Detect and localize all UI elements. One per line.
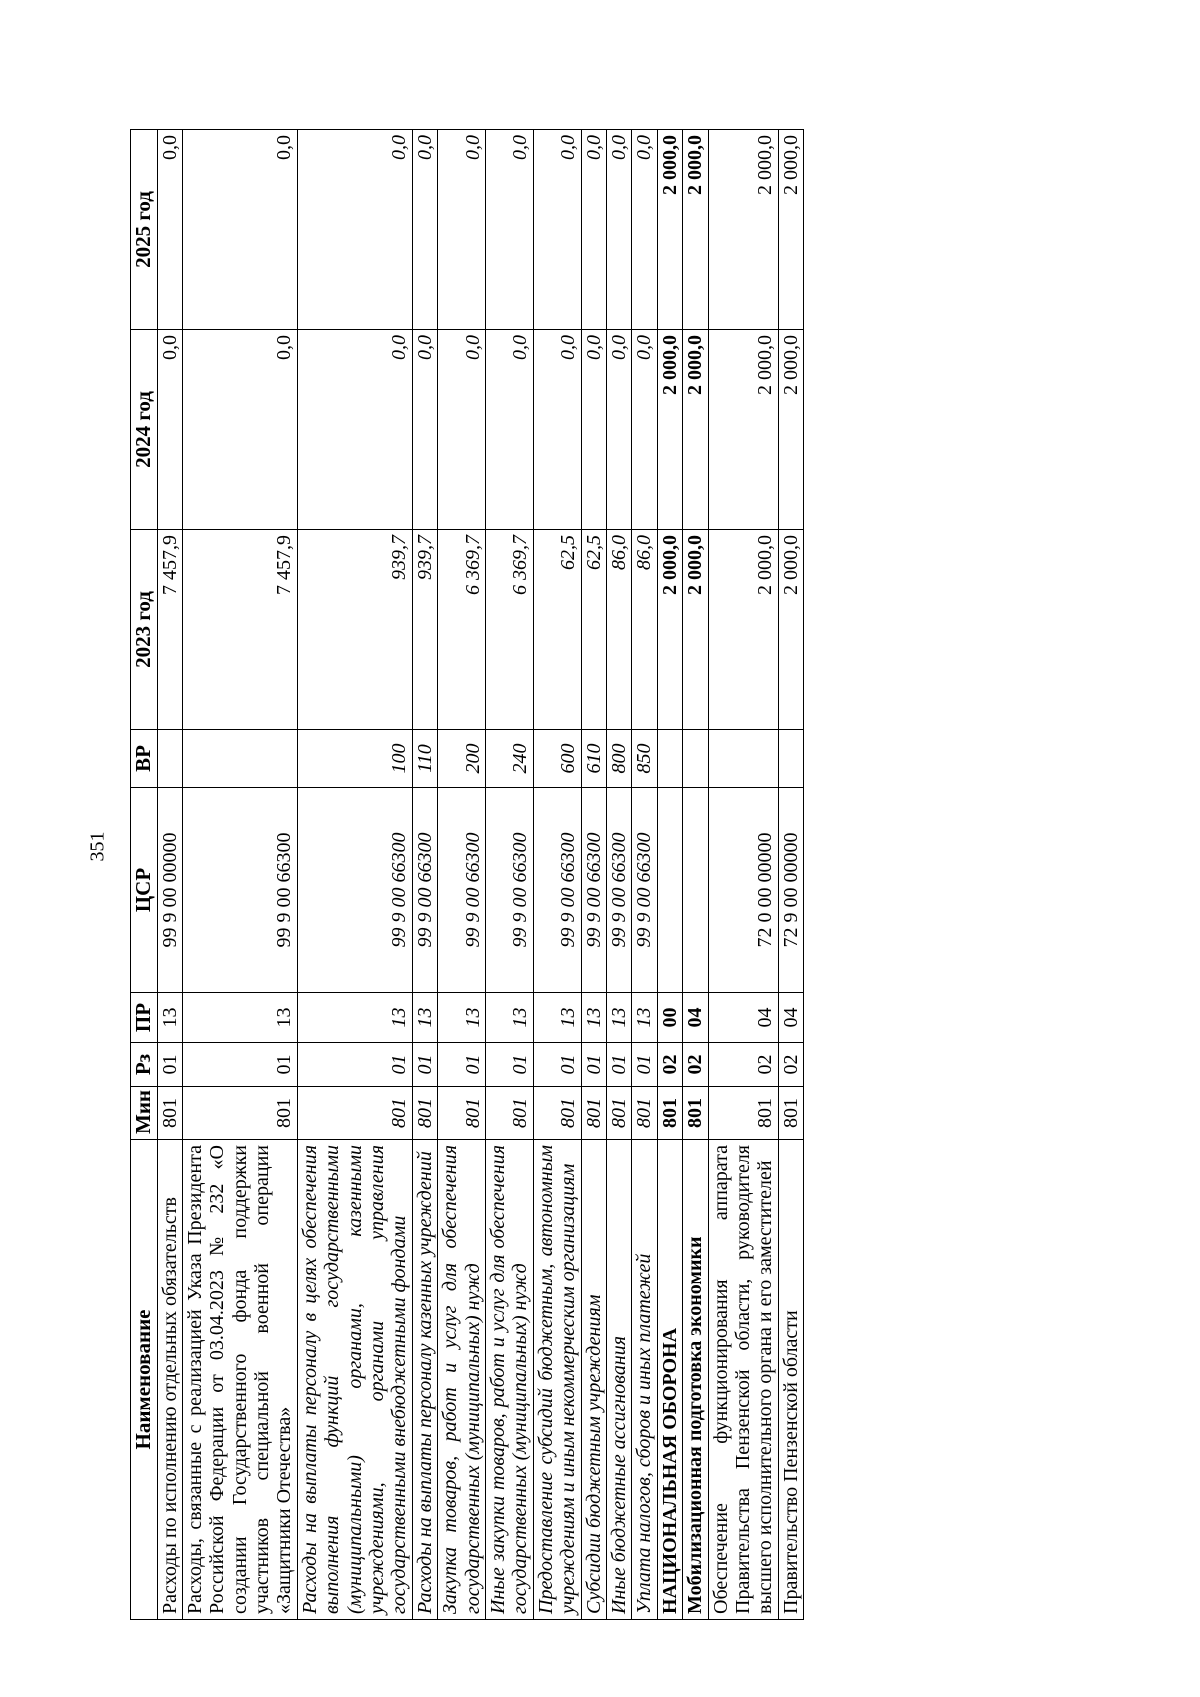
cell-rz: 01: [297, 1043, 412, 1087]
table-row: [412, 130, 437, 1620]
cell-name: Иные закупки товаров, работ и услуг для обеспечения государственных (муниципальных) нужд: [485, 1140, 533, 1620]
cell-y2023: 939,7: [297, 530, 412, 730]
cell-y2023: 2 000,0: [778, 530, 803, 730]
cell-y2025: 0,0: [182, 130, 297, 330]
header-csr: ЦСР: [131, 788, 158, 993]
cell-csr: 72 0 00 00000: [708, 788, 778, 993]
cell-csr: 72 9 00 00000: [778, 788, 803, 993]
cell-y2025: 0,0: [581, 130, 606, 330]
cell-rz: 01: [632, 1043, 657, 1087]
cell-y2023: 6 369,7: [438, 530, 486, 730]
cell-y2024: 0,0: [533, 330, 581, 530]
cell-csr: 99 9 00 66300: [606, 788, 631, 993]
cell-y2023: 2 000,0: [657, 530, 682, 730]
cell-y2024: 2 000,0: [778, 330, 803, 530]
cell-min: 801: [683, 1087, 708, 1140]
cell-y2023: 2 000,0: [708, 530, 778, 730]
header-vr: ВР: [131, 730, 158, 788]
cell-rz: 02: [778, 1043, 803, 1087]
cell-name: Иные бюджетные ассигнования: [606, 1140, 631, 1620]
cell-vr: [778, 730, 803, 788]
cell-min: 801: [581, 1087, 606, 1140]
cell-vr: 800: [606, 730, 631, 788]
cell-y2024: 0,0: [182, 330, 297, 530]
cell-csr: 99 9 00 66300: [297, 788, 412, 993]
cell-csr: 99 9 00 66300: [438, 788, 486, 993]
cell-csr: 99 9 00 66300: [182, 788, 297, 993]
cell-pr: 13: [632, 993, 657, 1043]
header-min: Мин: [131, 1087, 158, 1140]
cell-min: 801: [485, 1087, 533, 1140]
table-body: [157, 130, 804, 1620]
cell-y2025: 0,0: [297, 130, 412, 330]
cell-name: Расходы, связанные с реализацией Указа Президента Российской Федерации от 03.04.2023 № 232 «О создании Государственного фонда поддержки участников специальной военной операции «Защитники Отечества»: [182, 1140, 297, 1620]
cell-rz: 01: [182, 1043, 297, 1087]
cell-pr: 04: [683, 993, 708, 1043]
cell-csr: 99 9 00 66300: [632, 788, 657, 993]
cell-y2024: 0,0: [632, 330, 657, 530]
cell-rz: 02: [657, 1043, 682, 1087]
cell-y2024: 2 000,0: [708, 330, 778, 530]
cell-y2024: 2 000,0: [657, 330, 682, 530]
cell-y2025: 0,0: [533, 130, 581, 330]
cell-y2023: 7 457,9: [157, 530, 182, 730]
cell-y2024: 0,0: [157, 330, 182, 530]
cell-rz: 01: [606, 1043, 631, 1087]
cell-y2025: 2 000,0: [657, 130, 682, 330]
cell-min: 801: [297, 1087, 412, 1140]
header-2025: 2025 год: [131, 130, 158, 330]
cell-min: 801: [708, 1087, 778, 1140]
cell-y2023: 62,5: [533, 530, 581, 730]
cell-vr: [708, 730, 778, 788]
table-row: [606, 130, 631, 1620]
cell-vr: 100: [297, 730, 412, 788]
cell-y2025: 0,0: [412, 130, 437, 330]
cell-pr: 13: [533, 993, 581, 1043]
cell-min: 801: [632, 1087, 657, 1140]
cell-vr: [657, 730, 682, 788]
header-rz: Рз: [131, 1043, 158, 1087]
cell-name: Расходы по исполнению отдельных обязательств: [157, 1140, 182, 1620]
cell-y2025: 0,0: [157, 130, 182, 330]
cell-rz: 02: [708, 1043, 778, 1087]
cell-y2025: 2 000,0: [778, 130, 803, 330]
table-row: [708, 130, 778, 1620]
cell-vr: [182, 730, 297, 788]
cell-pr: 00: [657, 993, 682, 1043]
cell-pr: 13: [182, 993, 297, 1043]
header-pr: ПР: [131, 993, 158, 1043]
cell-rz: 01: [438, 1043, 486, 1087]
cell-min: 801: [606, 1087, 631, 1140]
cell-y2024: 2 000,0: [683, 330, 708, 530]
cell-name: Предоставление субсидий бюджетным, автономным учреждениям и иным некоммерческим организациям: [533, 1140, 581, 1620]
cell-csr: 99 9 00 00000: [157, 788, 182, 993]
cell-vr: 610: [581, 730, 606, 788]
cell-name: Мобилизационная подготовка экономики: [683, 1140, 708, 1620]
cell-y2025: 0,0: [438, 130, 486, 330]
cell-rz: 01: [412, 1043, 437, 1087]
cell-pr: 13: [606, 993, 631, 1043]
cell-y2023: 939,7: [412, 530, 437, 730]
cell-rz: 01: [581, 1043, 606, 1087]
cell-vr: 850: [632, 730, 657, 788]
cell-min: 801: [657, 1087, 682, 1140]
cell-y2023: 7 457,9: [182, 530, 297, 730]
cell-vr: 600: [533, 730, 581, 788]
cell-vr: 110: [412, 730, 437, 788]
cell-pr: 13: [412, 993, 437, 1043]
cell-name: Расходы на выплаты персоналу казенных учреждений: [412, 1140, 437, 1620]
cell-csr: 99 9 00 66300: [581, 788, 606, 993]
cell-y2024: 0,0: [412, 330, 437, 530]
cell-min: 801: [157, 1087, 182, 1140]
cell-pr: 04: [778, 993, 803, 1043]
table-row: [657, 130, 682, 1620]
cell-rz: 01: [485, 1043, 533, 1087]
cell-y2024: 0,0: [297, 330, 412, 530]
cell-min: 801: [412, 1087, 437, 1140]
cell-rz: 01: [157, 1043, 182, 1087]
cell-y2025: 0,0: [632, 130, 657, 330]
table-header-row: [131, 130, 158, 1620]
header-name: Наименование: [131, 1140, 158, 1620]
cell-pr: 13: [581, 993, 606, 1043]
cell-vr: [157, 730, 182, 788]
cell-y2024: 0,0: [581, 330, 606, 530]
cell-name: Обеспечение функционирования аппарата Правительства Пензенской области, руководителя высшего исполнительного органа и его заместителей: [708, 1140, 778, 1620]
cell-name: НАЦИОНАЛЬНАЯ ОБОРОНА: [657, 1140, 682, 1620]
table-row: [632, 130, 657, 1620]
cell-min: 801: [533, 1087, 581, 1140]
cell-name: Правительство Пензенской области: [778, 1140, 803, 1620]
cell-y2023: 86,0: [632, 530, 657, 730]
cell-y2024: 0,0: [485, 330, 533, 530]
cell-name: Закупка товаров, работ и услуг для обеспечения государственных (муниципальных) нужд: [438, 1140, 486, 1620]
table-row: [683, 130, 708, 1620]
cell-name: Уплата налогов, сборов и иных платежей: [632, 1140, 657, 1620]
page-number: 351: [86, 831, 109, 862]
cell-csr: 99 9 00 66300: [412, 788, 437, 993]
table-row: [581, 130, 606, 1620]
cell-vr: 240: [485, 730, 533, 788]
cell-y2023: 2 000,0: [683, 530, 708, 730]
rotated-table-wrapper: [130, 130, 804, 1620]
table-row: [533, 130, 581, 1620]
cell-y2025: 0,0: [485, 130, 533, 330]
budget-table: [130, 129, 804, 1620]
header-2023: 2023 год: [131, 530, 158, 730]
cell-csr: [683, 788, 708, 993]
cell-vr: [683, 730, 708, 788]
cell-min: 801: [778, 1087, 803, 1140]
table-row: [182, 130, 297, 1620]
cell-pr: 13: [157, 993, 182, 1043]
cell-name: Расходы на выплаты персоналу в целях обеспечения выполнения функций государственными (муниципальными) органами, казенными учреждениями, органами управления государственными внебюджетными фондами: [297, 1140, 412, 1620]
cell-y2023: 6 369,7: [485, 530, 533, 730]
cell-pr: 04: [708, 993, 778, 1043]
cell-y2025: 2 000,0: [708, 130, 778, 330]
cell-name: Субсидии бюджетным учреждениям: [581, 1140, 606, 1620]
table-row: [778, 130, 803, 1620]
table-row: [297, 130, 412, 1620]
cell-y2023: 62,5: [581, 530, 606, 730]
cell-vr: 200: [438, 730, 486, 788]
table-row: [485, 130, 533, 1620]
cell-min: 801: [182, 1087, 297, 1140]
cell-y2023: 86,0: [606, 530, 631, 730]
cell-min: 801: [438, 1087, 486, 1140]
cell-pr: 13: [438, 993, 486, 1043]
cell-csr: 99 9 00 66300: [533, 788, 581, 993]
table-row: [157, 130, 182, 1620]
header-2024: 2024 год: [131, 330, 158, 530]
cell-y2025: 0,0: [606, 130, 631, 330]
cell-pr: 13: [485, 993, 533, 1043]
cell-y2024: 0,0: [438, 330, 486, 530]
cell-y2024: 0,0: [606, 330, 631, 530]
cell-rz: 01: [533, 1043, 581, 1087]
cell-rz: 02: [683, 1043, 708, 1087]
cell-csr: [657, 788, 682, 993]
cell-y2025: 2 000,0: [683, 130, 708, 330]
table-row: [438, 130, 486, 1620]
cell-pr: 13: [297, 993, 412, 1043]
cell-csr: 99 9 00 66300: [485, 788, 533, 993]
